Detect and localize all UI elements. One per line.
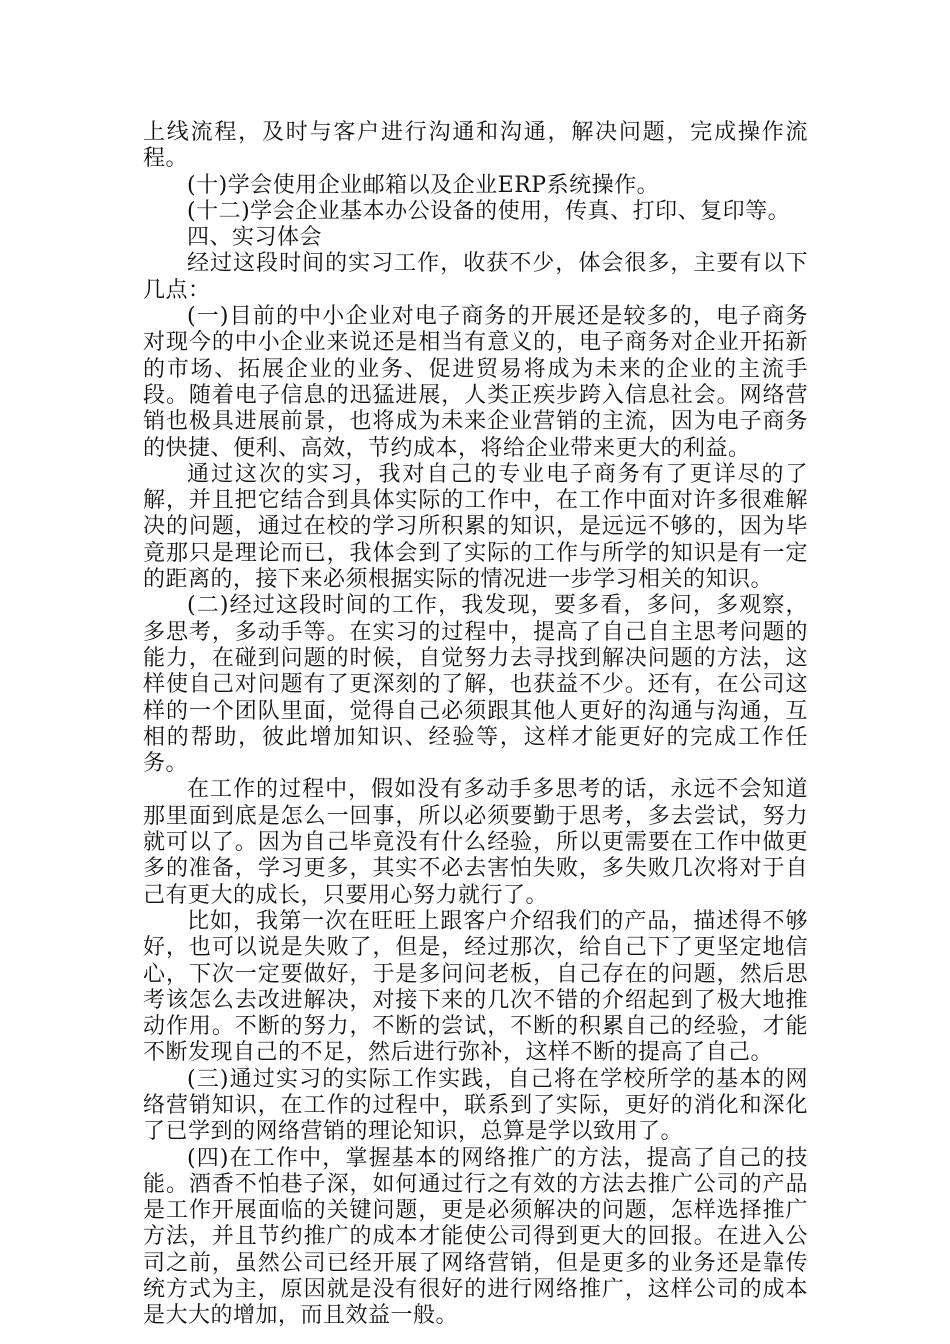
paragraph-10: (三)通过实习的实际工作实践，自己将在学校所学的基本的网络营销知识，在工作的过程中，联系到了实际，更好的消化和深化了已学到的网络营销的理论知识，总算是学以致用了。 [143,1066,808,1145]
document-page [143,120,808,1330]
paragraph-6: 通过这次的实习，我对自己的专业电子商务有了更详尽的了解，并且把它结合到具体实际的工作中，在工作中面对许多很难解决的问题，通过在校的学习所积累的知识，是远远不够的，因为毕竟那只是理论而已，我体会到了实际的工作与所学的知识是有一定的距离的，接下来必须根据实际的情况进一步学习相关的知识。 [143,461,808,593]
section-heading: 四、实习体会 [187,225,323,251]
paragraph-9: 比如，我第一次在旺旺上跟客户介绍我们的产品，描述得不够好，也可以说是失败了，但是，经过那次，给自己下了更坚定地信心，下次一定要做好，于是多问问老板，自己存在的问题，然后思考该怎么去改进解决，对接下来的几次不错的介绍起到了极大地推动作用。不断的努力，不断的尝试，不断的积累自己的经验，才能不断发现自己的不足，然后进行弥补，这样不断的提高了自己。 [143,908,808,1066]
paragraph-1: (十)学会使用企业邮箱以及企业ERP系统操作。 [187,172,660,198]
paragraph-0: 上线流程，及时与客户进行沟通和沟通，解决问题，完成操作流程。 [143,120,808,172]
paragraph-5: (一)目前的中小企业对电子商务的开展还是较多的，电子商务对现今的中小企业来说还是相当有意义的，电子商务对企业开拓新的市场、拓展企业的业务、促进贸易将成为未来的企业的主流手段。随着电子信息的迅猛进展，人类正疾步跨入信息社会。网络营销也极具进展前景，也将成为未来企业营销的主流，因为电子商务的快捷、便利、高效，节约成本，将给企业带来更大的利益。 [143,304,808,461]
paragraph-7: (二)经过这段时间的工作，我发现，要多看，多问，多观察，多思考，多动手等。在实习的过程中，提高了自己自主思考问题的能力，在碰到问题的时候，自觉努力去寻找到解决问题的方法，这样使自己对问题有了更深刻的了解，也获益不少。还有，在公司这样的一个团队里面，觉得自己必须跟其他人更好的沟通与沟通，互相的帮助，彼此增加知识、经验等，这样才能更好的完成工作任务。 [143,593,808,777]
paragraph-8: 在工作的过程中，假如没有多动手多思考的话，永远不会知道那里面到底是怎么一回事，所以必须要勤于思考，多去尝试，努力就可以了。因为自己毕竟没有什么经验，所以更需要在工作中做更多的准备，学习更多，其实不必去害怕失败，多失败几次将对于自己有更大的成长，只要用心努力就行了。 [143,777,808,908]
paragraph-4: 经过这段时间的实习工作，收获不少，体会很多，主要有以下几点： [143,251,808,303]
paragraph-11: (四)在工作中，掌握基本的网络推广的方法，提高了自己的技能。酒香不怕巷子深，如何通过行之有效的方法去推广公司的产品是工作开展面临的关键问题，更是必须解决的问题，怎样选择推广方法，并且节约推广的成本才能使公司得到更大的回报。在进入公司之前，虽然公司已经开展了网络营销，但是更多的业务还是靠传统方式为主，原因就是没有很好的进行网络推广，这样公司的成本是大大的增加，而且效益一般。 [143,1145,808,1329]
paragraph-2: (十二)学会企业基本办公设备的使用，传真、打印、复印等。 [187,198,791,224]
